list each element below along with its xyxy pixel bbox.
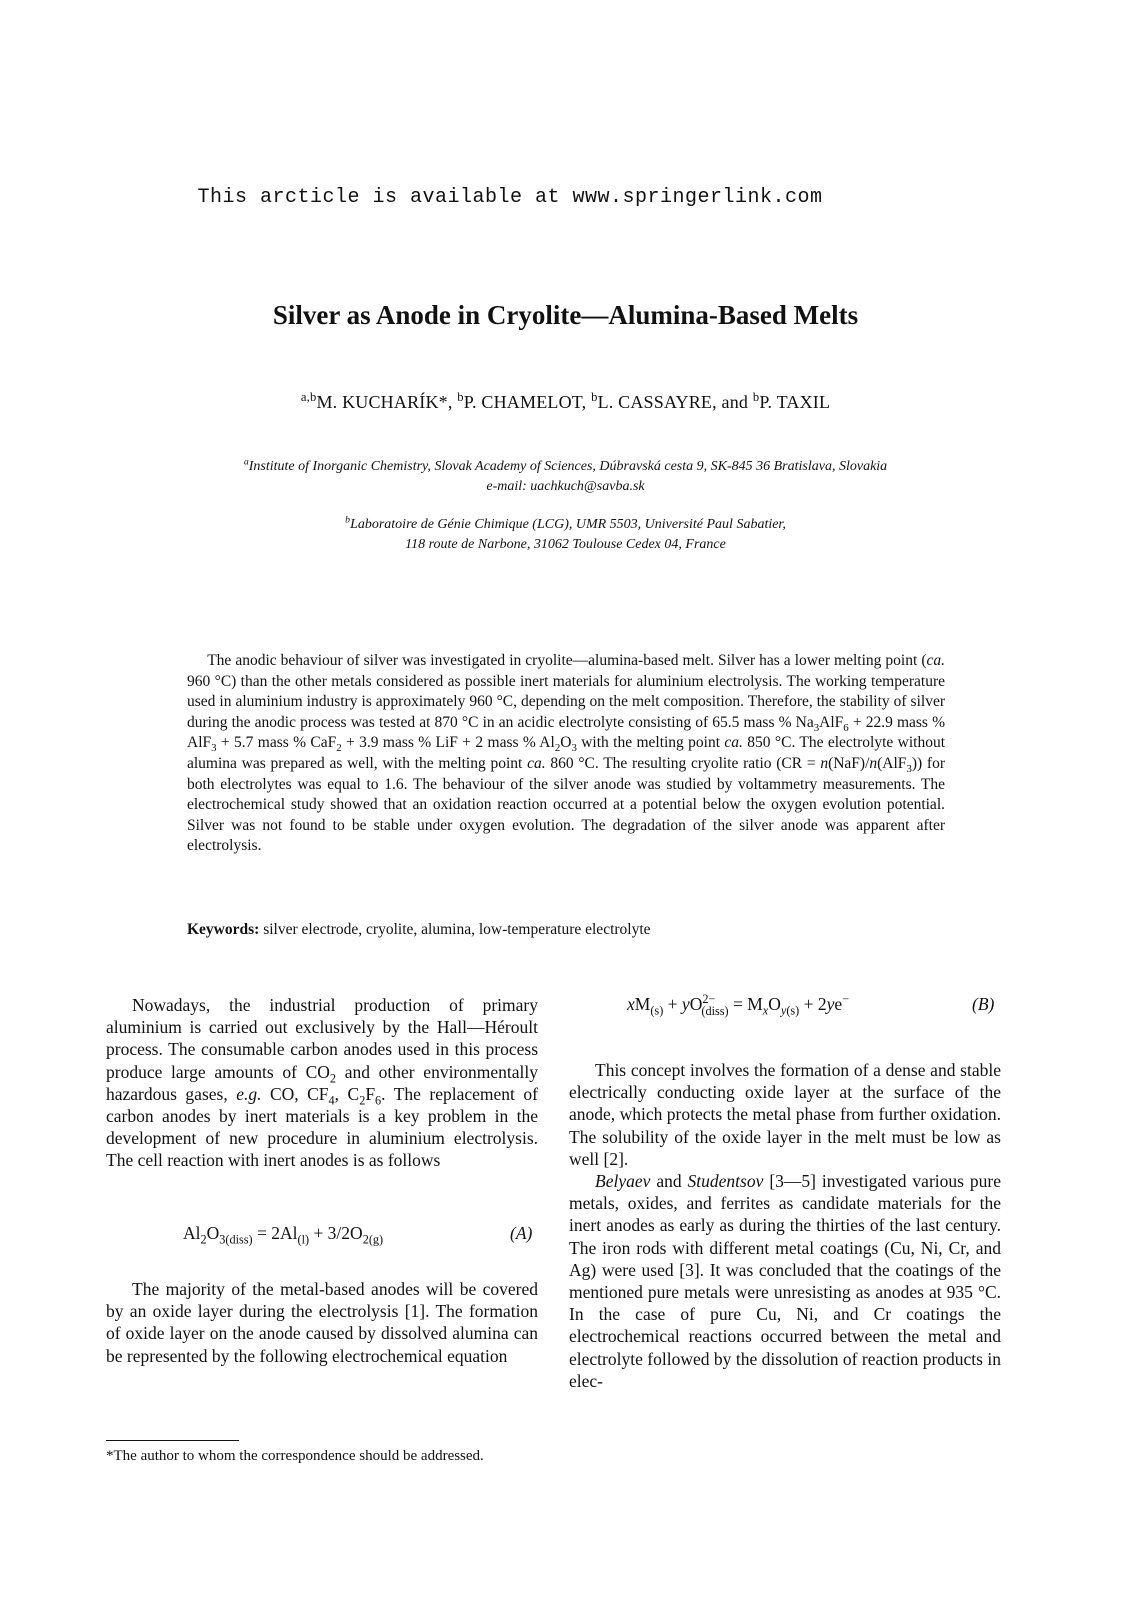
author-1: M. KUCHARÍK*, <box>316 392 453 412</box>
equation-b-number: (B) <box>972 994 995 1014</box>
left-column-para-1: Nowadays, the industrial production of primary aluminium is carried out exclusively by the Hall—Héroult process. The consumable carbon anodes used in this process produce large amounts of $CO_2$ and other environmentally hazardous gases, e.g. CO, $CF_4$, $C_2F_6$. The replacement of carbon anodes by inert materials is a key problem in the development of new procedure in aluminium electrolysis. The cell reaction with inert anodes is as follows <box>106 995 538 1171</box>
affiliation-a <box>0 457 1131 497</box>
affiliation-mark: a <box>243 456 249 468</box>
affiliation-mark: b <box>345 514 351 526</box>
paper-title: Silver as Anode in Cryolite—Alumina-Based Melts <box>272 300 859 330</box>
footnote-rule <box>106 1440 239 1441</box>
affiliation-a-line1: Institute of Inorganic Chemistry, Slovak Academy of Sciences, Dúbravská cesta 9, SK-845 36 Bratislava, Slovakia <box>248 459 888 474</box>
equation-a-number: (A) <box>510 1223 533 1243</box>
left-column-para-2: The majority of the metal-based anodes will be covered by an oxide layer during the electrolysis [1]. The formation of oxide layer on the anode caused by dissolved alumina can be represented by the following electrochemical equation <box>106 1279 538 1366</box>
author-3: L. CASSAYRE, and <box>597 392 749 412</box>
author-sup: a,b <box>300 390 317 404</box>
abstract: The anodic behaviour of silver was investigated in cryolite—alumina-based melt. Silver has a lower melting point (ca. 960 °C) than the other metals considered as possible inert materials for aluminium electrolysis. The working temperature used in aluminium industry is approximately 960 °C, depending on the melt composition. Therefore, the stability of silver during the anodic process was tested at 870 °C in an acidic electrolyte consisting of 65.5 mass % $Na_3AlF_6 + 22.9$ mass % AlF$_3$ + 5.7 mass % CaF$_2$ + 3.9 mass % LiF + 2 mass % $Al_2O_3$ with the melting point ca. 850 °C. The electrolyte without alumina was prepared as well, with the melting point ca. 860 °C. The resulting cryolite ratio (CR = n(NaF)/n(AlF$_3$)) for both electrolytes was equal to 1.6. The behaviour of the silver anode was studied by voltammetry measurements. The electrochemical study showed that an oxidation reaction occurred at a potential below the oxygen evolution potential. Silver was not found to be stable under oxygen evolution. The degradation of the silver anode was apparent after electrolysis. <box>187 652 945 855</box>
author-sup: b <box>457 390 464 404</box>
availability-notice: This arcticle is available at www.springerlink.com <box>197 186 823 209</box>
equation-a: $Al_2O_{3(diss)} = 2Al_{(l)} + 3/2O_{2(g)}$ <box>183 1223 384 1247</box>
affiliation-b-line2: 118 route de Narbone, 31062 Toulouse Cedex 04, France <box>405 537 726 552</box>
keywords-text: silver electrode, cryolite, alumina, low-temperature electrolyte <box>263 921 651 938</box>
author-sup: b <box>752 390 760 404</box>
author-sup: b <box>591 390 598 404</box>
affiliation-b <box>0 515 1131 555</box>
equation-b: $xM_{(s)} + yO^{2-}_{(diss)} = M_xO_{y(s)} + 2ye^-$ <box>627 992 850 1018</box>
keywords-label: Keywords: <box>187 921 260 938</box>
affiliation-b-line1: Laboratoire de Génie Chimique (LCG), UMR 5503, Université Paul Sabatier, <box>350 517 786 532</box>
right-column-text: This concept involves the formation of a dense and stable electrically conducting oxide layer at the surface of the anode, which protects the metal phase from further oxidation. The solubility of the oxide layer in the melt must be low as well [2]. Belyaev and Studentsov [3—5] investigated various pure metals, oxides, and ferrites as candidate materials for the inert anodes as early as during the thirties of the last century. The iron rods with different metal coatings (Cu, Ni, Cr, and Ag) were used [3]. It was concluded that the coatings of the mentioned pure metals were unresisting as anodes at 935 °C. In the case of pure Cu, Ni, and Cr coatings the electrochemical reactions occurred between the metal and electrolyte followed by the dissolution of reaction products in elec- <box>569 1060 1001 1391</box>
author-2: P. CHAMELOT, <box>463 392 587 412</box>
author-4: P. TAXIL <box>759 392 831 412</box>
footnote: *The author to whom the correspondence should be addressed. <box>106 1448 484 1464</box>
affiliation-a-email: e-mail: uachkuch@savba.sk <box>486 479 645 494</box>
author-list <box>0 392 1131 413</box>
keywords <box>187 921 945 939</box>
